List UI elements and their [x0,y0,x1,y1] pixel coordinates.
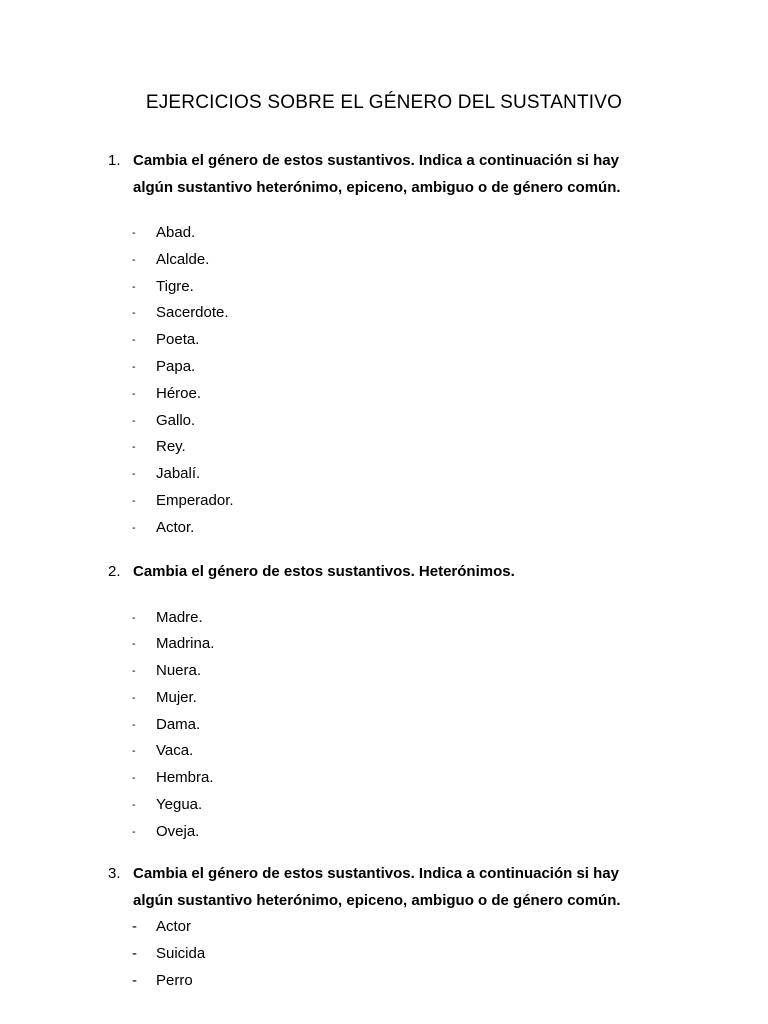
exercise-1 [108,148,668,542]
list-item [108,712,668,739]
dash-marker: - [132,360,136,373]
list-item [108,220,668,247]
list-item [108,658,668,685]
exercise-3-instruction [108,861,668,914]
word: Mujer. [156,688,197,706]
list-item [108,738,668,765]
exercise-1-line-2: algún sustantivo heterónimo, epiceno, ambiguo o de género común. [133,178,621,196]
word: Emperador. [156,491,234,509]
word: Poeta. [156,331,200,349]
list-item [108,381,668,408]
dash-marker: - [132,227,136,239]
dash-marker: - [132,468,136,481]
word: Actor. [156,518,195,536]
list-item [108,819,668,846]
word: Madre. [156,608,203,626]
dash-marker: - [132,494,136,507]
list-item [108,631,668,658]
word: Oveja. [156,822,200,840]
word: Madrina. [156,635,215,653]
list-item [108,408,668,435]
list-item [108,274,668,301]
word: Rey. [156,438,186,456]
word: Nuera. [156,662,202,680]
dash-marker: - [132,280,136,293]
dash-marker: - [132,971,137,989]
dash-marker: - [132,334,136,347]
word: Tigre. [156,277,194,295]
dash-marker: - [132,414,136,427]
document-title: EJERCICIOS SOBRE EL GÉNERO DEL SUSTANTIVO [145,92,623,113]
list-item [108,247,668,274]
list-item [108,605,668,632]
exercise-1-instruction [108,148,668,201]
dash-marker: - [132,691,136,704]
exercise-3-line-1: Cambia el género de estos sustantivos. Indica a continuación si hay [133,865,619,882]
dash-marker: - [132,611,136,624]
exercise-3-number: 3. [108,865,121,882]
dash-marker: - [132,718,136,731]
exercise-2-word-list [108,605,668,846]
word: Sacerdote. [156,304,229,322]
exercise-2-line-1: Cambia el género de estos sustantivos. Heterónimos. [133,563,515,580]
word: Perro [156,971,193,989]
list-item [108,515,668,542]
list-item [108,765,668,792]
exercise-2-instruction [108,559,668,586]
word: Actor [156,918,192,935]
dash-marker: - [132,825,136,838]
list-item [108,685,668,712]
dash-marker: - [132,665,136,678]
word: Yegua. [156,796,203,814]
dash-marker: - [132,918,137,935]
exercise-3 [108,861,668,994]
exercise-1-line-1: Cambia el género de estos sustantivos. Indica a continuación si hay [133,152,619,169]
dash-marker: - [132,387,136,400]
exercise-1-word-list [108,220,668,542]
word: Alcalde. [156,250,210,268]
list-item [108,354,668,381]
list-item [108,300,668,327]
word: Dama. [156,715,201,733]
word: Gallo. [156,411,196,429]
dash-marker: - [132,745,136,758]
list-item [108,434,668,461]
exercise-3-line-2: algún sustantivo heterónimo, epiceno, ambiguo o de género común. [133,891,621,909]
list-item [108,327,668,354]
dash-marker: - [132,253,136,266]
list-item [108,914,668,941]
word: Abad. [156,224,196,241]
word: Hembra. [156,769,214,787]
list-item [108,792,668,819]
word: Jabalí. [156,465,201,483]
exercise-2 [108,559,668,846]
word: Vaca. [156,742,194,760]
list-item [108,968,668,995]
dash-marker: - [132,521,136,534]
dash-marker: - [132,772,136,785]
word: Suicida [156,944,206,962]
dash-marker: - [132,638,136,651]
exercise-1-number: 1. [108,152,121,169]
dash-marker: - [132,441,136,454]
exercise-2-number: 2. [108,563,121,580]
word: Papa. [156,357,196,375]
dash-marker: - [132,307,136,320]
dash-marker: - [132,799,136,812]
list-item [108,941,668,968]
exercise-3-word-list [108,914,668,994]
word: Héroe. [156,384,202,402]
dash-marker: - [132,944,137,962]
list-item [108,461,668,488]
list-item [108,488,668,515]
